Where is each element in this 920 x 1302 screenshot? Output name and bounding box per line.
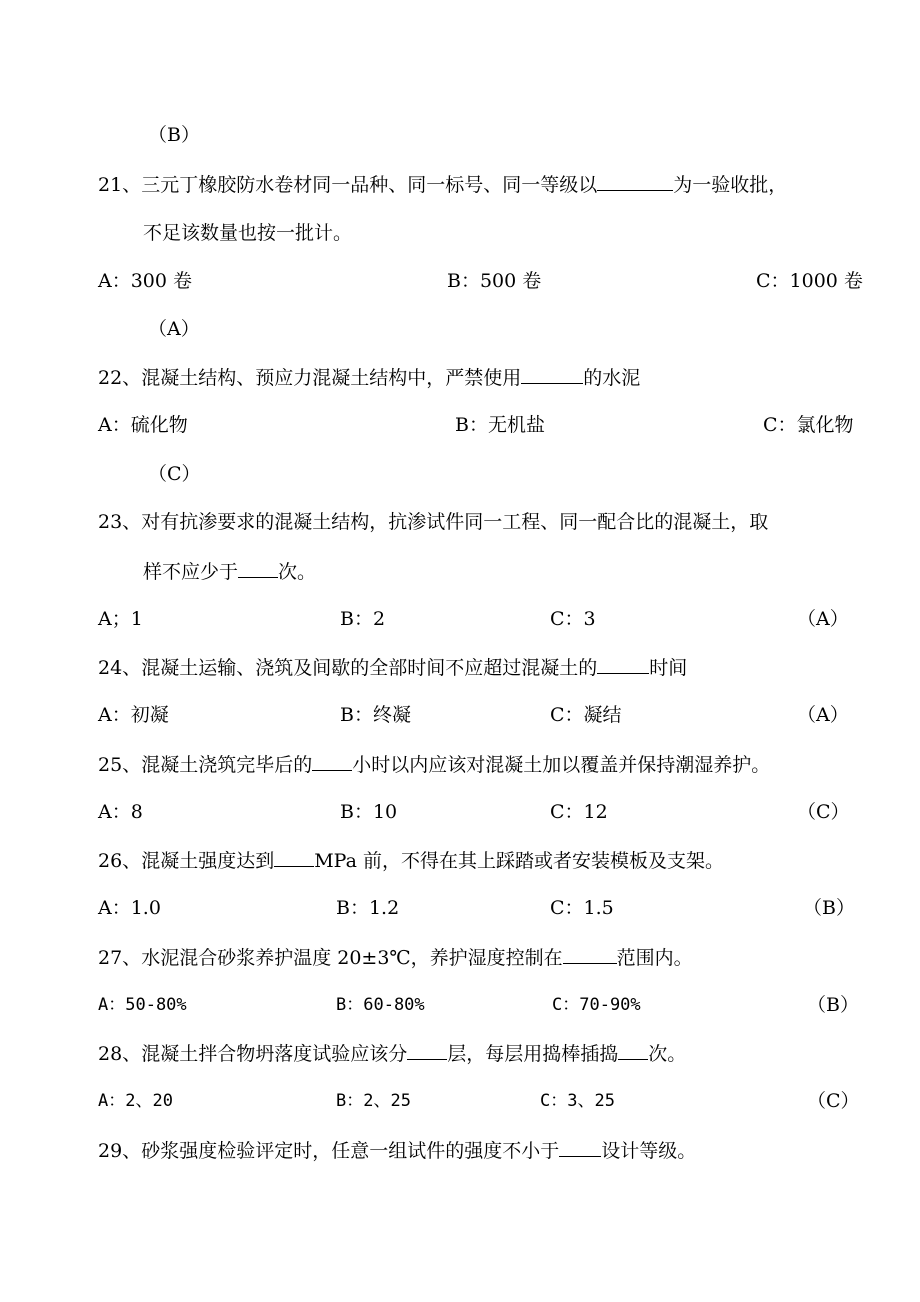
q21-option-a: A：300 卷 (98, 270, 193, 292)
q26-text-before: 混凝土强度达到 (141, 850, 275, 872)
q21-number: 21、 (98, 174, 142, 196)
q24-text-before: 混凝土运输、浇筑及间歇的全部时间不应超过混凝土的 (141, 657, 598, 679)
q23-text: 对有抗渗要求的混凝土结构，抗渗试件同一工程、同一配合比的混凝土，取 (141, 511, 769, 533)
q23-number: 23、 (98, 511, 142, 533)
q23-option-c: C：3 (550, 608, 596, 630)
q28-text-middle: 层，每层用捣棒插捣 (447, 1043, 619, 1065)
q27-text-before: 水泥混合砂浆养护温度 20±3℃，养护湿度控制在 (141, 947, 563, 969)
q29-number: 29、 (98, 1140, 142, 1162)
q21-question-line1 (98, 171, 787, 198)
q26-answer: （B） (803, 897, 855, 919)
q22-text-after: 的水泥 (583, 367, 641, 389)
q22-blank (521, 364, 583, 384)
q25-number: 25、 (98, 754, 142, 776)
q25-option-a: A：8 (98, 801, 143, 823)
q21-answer: （A） (148, 318, 200, 340)
q26-number: 26、 (98, 850, 142, 872)
q22-option-b: B：无机盐 (455, 414, 545, 436)
q26-question (98, 847, 724, 874)
q27-option-b: B：60-80% (336, 995, 425, 1015)
q23-question-line1 (98, 509, 768, 535)
q26-option-c: C：1.5 (550, 897, 614, 919)
q22-question (98, 364, 640, 391)
q22-answer: （C） (148, 463, 201, 485)
q20-answer: （B） (148, 124, 200, 146)
q28-option-a: A：2、20 (98, 1091, 173, 1111)
q25-blank (312, 751, 352, 771)
q28-option-b: B：2、25 (336, 1091, 411, 1111)
q27-option-a: A：50-80% (98, 995, 187, 1015)
q25-option-c: C：12 (550, 801, 608, 823)
q21-blank (597, 171, 673, 191)
q24-option-c: C：凝结 (550, 704, 622, 726)
q25-text-after: 小时以内应该对混凝土加以覆盖并保持潮湿养护。 (352, 754, 771, 776)
q22-number: 22、 (98, 367, 142, 389)
q24-answer: （A） (797, 704, 849, 726)
q26-option-a: A：1.0 (98, 897, 161, 919)
q26-text-after: MPa 前，不得在其上踩踏或者安装模板及支架。 (314, 850, 724, 872)
q26-blank (274, 847, 314, 867)
q28-number: 28、 (98, 1043, 142, 1065)
q23-text-before: 样不应少于 (143, 561, 239, 583)
q24-question (98, 654, 687, 681)
q21-question-line2: 不足该数量也按一批计。 (143, 222, 353, 244)
q22-text-before: 混凝土结构、预应力混凝土结构中，严禁使用 (141, 367, 522, 389)
q27-text-after: 范围内。 (616, 947, 693, 969)
q21-text-before: 三元丁橡胶防水卷材同一品种、同一标号、同一等级以 (141, 174, 598, 196)
q26-option-b: B：1.2 (336, 897, 400, 919)
q28-question (98, 1040, 686, 1067)
q29-text-after: 设计等级。 (601, 1140, 697, 1162)
q24-option-b: B：终凝 (340, 704, 411, 726)
q28-text-before: 混凝土拌合物坍落度试验应该分 (141, 1043, 408, 1065)
q25-text-before: 混凝土浇筑完毕后的 (141, 754, 313, 776)
q21-text-after: 为一验收批， (673, 174, 788, 196)
q22-option-a: A：硫化物 (98, 414, 188, 436)
q21-option-c: C：1000 卷 (756, 270, 863, 292)
q24-option-a: A：初凝 (98, 704, 169, 726)
q25-question (98, 751, 770, 778)
q28-answer: （C） (807, 1090, 860, 1112)
q29-blank (559, 1137, 601, 1157)
q25-answer: （C） (797, 801, 850, 823)
q28-blank-2 (618, 1040, 648, 1060)
q25-option-b: B：10 (340, 801, 398, 823)
q27-number: 27、 (98, 947, 142, 969)
q27-question (98, 944, 693, 971)
q23-blank (238, 558, 278, 578)
q23-text-after: 次。 (278, 561, 317, 583)
q24-text-after: 时间 (649, 657, 688, 679)
q28-text-after: 次。 (648, 1043, 687, 1065)
q28-blank-1 (407, 1040, 447, 1060)
q27-blank (563, 944, 617, 964)
q21-option-b: B：500 卷 (447, 270, 542, 292)
q22-option-c: C：氯化物 (763, 414, 854, 436)
q27-answer: （B） (807, 994, 859, 1016)
q24-blank (597, 654, 649, 674)
q23-option-b: B：2 (340, 608, 386, 630)
q29-text-before: 砂浆强度检验评定时，任意一组试件的强度不小于 (141, 1140, 560, 1162)
q23-answer: （A） (797, 608, 849, 630)
q29-question (98, 1137, 696, 1164)
q28-option-c: C：3、25 (540, 1091, 615, 1111)
q27-option-c: C：70-90% (552, 995, 641, 1015)
q23-question-line2 (143, 558, 316, 585)
q24-number: 24、 (98, 657, 142, 679)
q23-option-a: A；1 (98, 608, 143, 630)
